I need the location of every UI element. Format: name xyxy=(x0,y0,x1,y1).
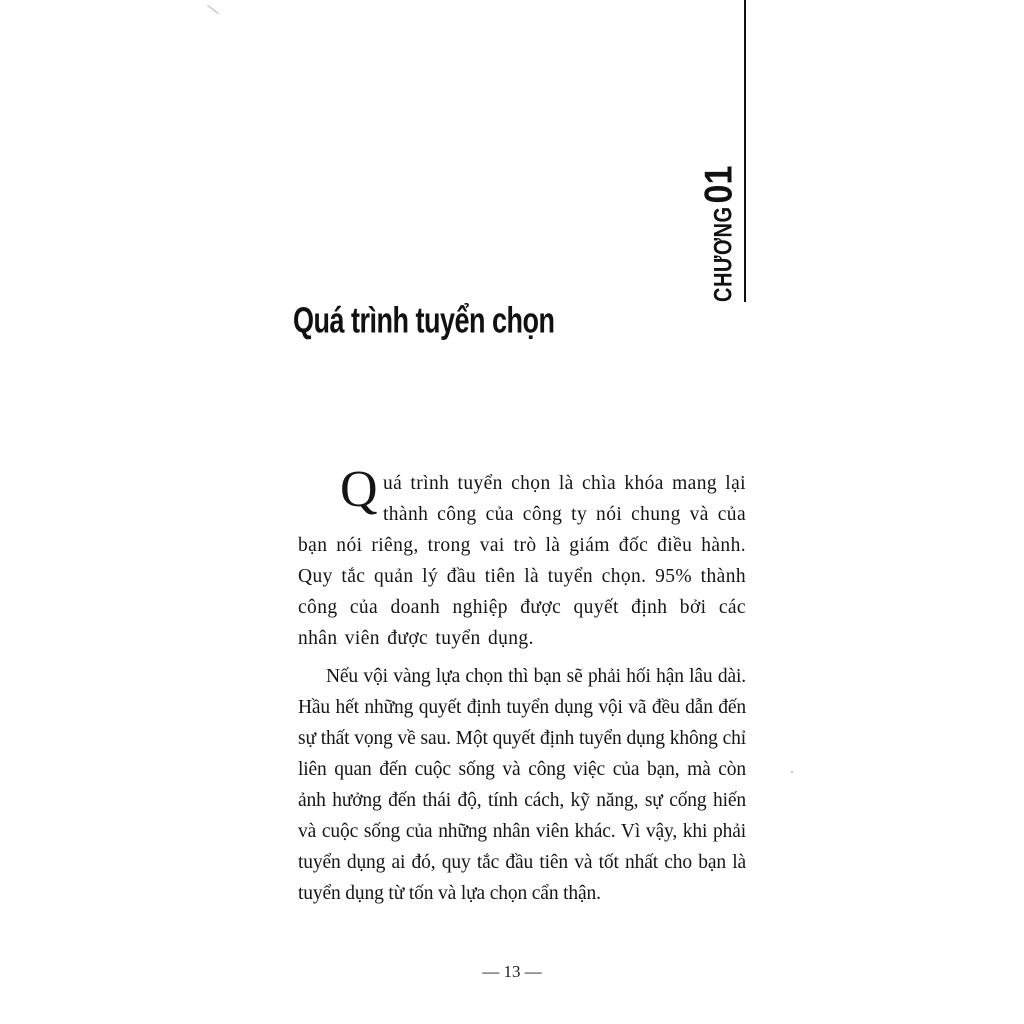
chapter-rule xyxy=(744,0,746,302)
scan-mark xyxy=(207,5,219,14)
chapter-label xyxy=(697,165,741,302)
chapter-word: CHƯƠNG xyxy=(710,206,738,302)
page-number: — 13 — xyxy=(482,962,542,981)
paragraph-1 xyxy=(298,461,746,654)
chapter-number: 01 xyxy=(697,165,741,204)
body-text xyxy=(298,461,746,909)
chapter-title: Quá trình tuyển chọn xyxy=(293,300,555,341)
scan-speck xyxy=(791,771,793,773)
drop-cap: Q xyxy=(340,461,378,518)
paragraph-2: Nếu vội vàng lựa chọn thì bạn sẽ phải hối hận lâu dài. Hầu hết những quyết định tuyển dụng vội vã đều dẫn đến sự thất vọng về sau. Một quyết định tuyển dụng không chỉ liên quan đến cuộc sống và công việc của bạn, mà còn ảnh hưởng đến thái độ, tính cách, kỹ năng, sự cống hiến và cuộc sống của những nhân viên khác. Vì vậy, khi phải tuyển dụng ai đó, quy tắc đầu tiên và tốt nhất cho bạn là tuyển dụng từ tốn và lựa chọn cẩn thận. xyxy=(298,666,746,904)
paragraph-1-text: uá trình tuyển chọn là chìa khóa mang lại thành công của công ty nói chung và của bạn nói riêng, trong vai trò là giám đốc điều hành. Quy tắc quản lý đầu tiên là tuyển chọn. 95% thành công của doanh nghiệp được quyết định bởi các nhân viên được tuyển dụng. xyxy=(298,473,746,649)
